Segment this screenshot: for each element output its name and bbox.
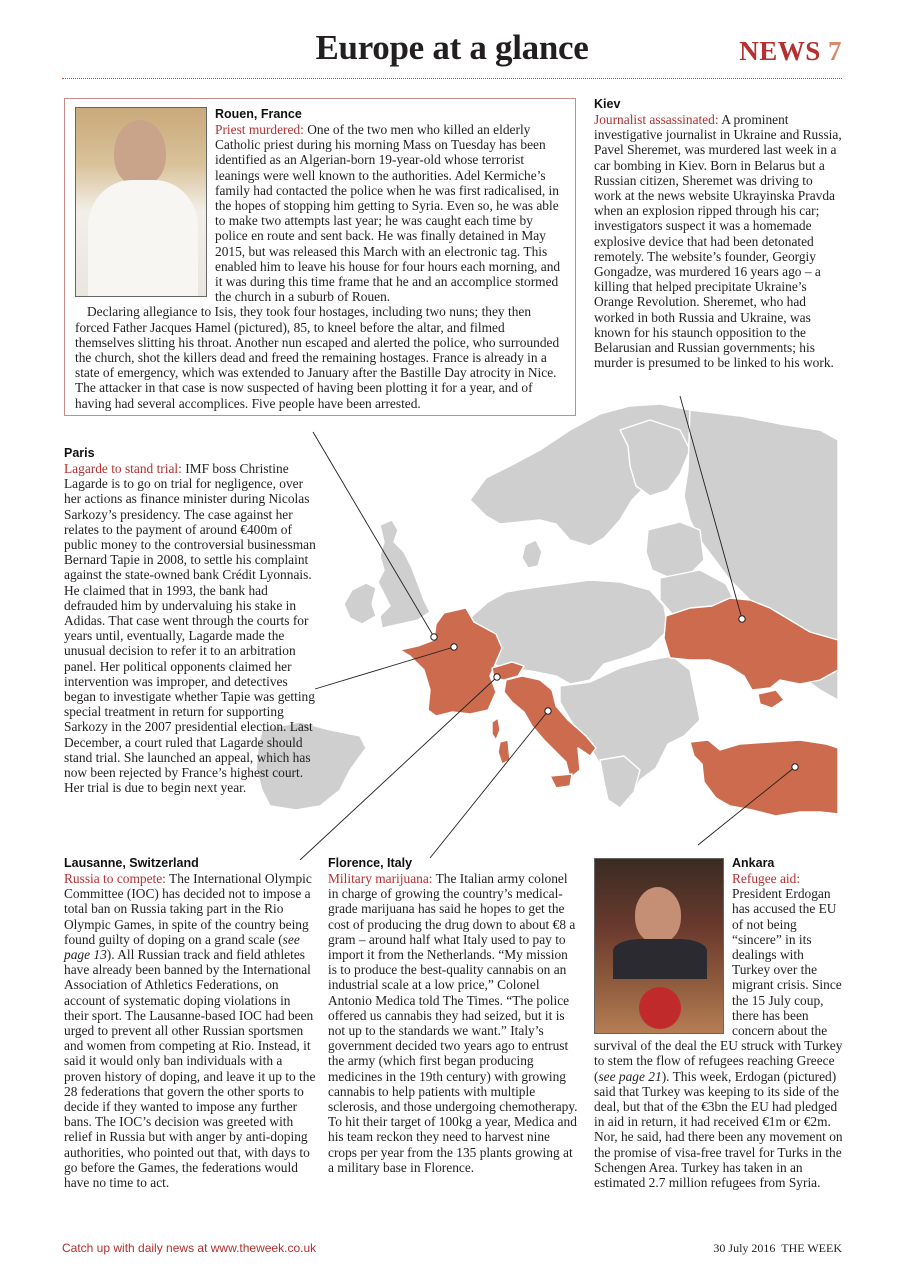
section-name: NEWS <box>739 36 821 66</box>
map-crimea <box>758 690 784 708</box>
story-location: Paris <box>64 446 95 460</box>
leader-line-rouen <box>313 432 434 637</box>
marker-kiev <box>739 616 745 622</box>
story-body: President Erdogan has accused the EU of not being “sincere” in its dealings with Turkey over the migrant crisis. Since the 15 July coup, there has been concern about the survival of the deal the EU struck with Turkey to stem the flow of refugees reaching Greece ( <box>594 886 843 1084</box>
story-kicker: Journalist assassinated: <box>594 112 719 127</box>
photo-priest <box>75 107 207 297</box>
story-body-continued: ). All Russian track and field athletes have already been banned by the International Association of Athletics Federations, on account of systematic doping violations in their sport. The Lausanne-based IOC had been urged to prevent all other Russian sportsmen and women from competing at Rio. Instead, it said it would only ban individuals with a proven history of doping, and leave it up to the 28 federations that govern the other sports to decide if they wanted to impose any further bans. The IOC’s decision was greeted with relief in Russia but with anger by anti-doping authorities, who pointed out that, with days to go before the Games, the federations would have no time to act. <box>64 947 316 1191</box>
footer-issue <box>713 1241 842 1256</box>
story-location: Lausanne, Switzerland <box>64 856 199 870</box>
story-location: Kiev <box>594 97 621 111</box>
story-body: One of the two men who killed an elderly Catholic priest during his morning Mass on Tuesday has been identified as an Algerian-born 19-year-old whose terrorist leanings were well known to the authorities. Adel Kermiche’s family had contacted the police when he was first radicalised, in the hopes of stopping him getting to Syria. Even so, he was able to make two attempts last year; he was caught each time by police en route and sent back. He was finally detained in May 2015, but was released this March with an electronic tag. This enabled him to leave his house for four hours each morning, and it was during this time frame that he and an accomplice stormed the church in a suburb of Rouen. <box>215 122 561 305</box>
photo-suit-shape <box>613 939 707 979</box>
marker-ankara <box>792 764 798 770</box>
marker-paris <box>451 644 457 650</box>
page-reference: see page 21 <box>598 1068 662 1084</box>
story-kicker: Lagarde to stand trial: <box>64 461 182 476</box>
issue-date: 30 July 2016 <box>713 1241 776 1255</box>
story-location: Rouen, France <box>215 107 302 121</box>
europe-map <box>230 390 840 860</box>
photo-podium-emblem <box>639 987 681 1029</box>
story-rouen-box <box>64 98 576 416</box>
map-sicily <box>550 774 572 788</box>
map-baltics <box>646 522 704 578</box>
marker-rouen <box>431 634 437 640</box>
story-kicker: Russia to compete: <box>64 871 166 886</box>
story-paris <box>64 446 316 795</box>
map-uk <box>378 520 430 628</box>
page-number: 7 <box>828 36 842 66</box>
header-divider <box>62 78 842 79</box>
story-kiev <box>594 97 842 370</box>
marker-lausanne <box>494 674 500 680</box>
story-ankara <box>594 856 844 1190</box>
story-lausanne <box>64 856 318 1190</box>
photo-face-shape <box>635 887 681 943</box>
section-label <box>739 36 842 67</box>
marker-florence <box>545 708 551 714</box>
publication-name: THE WEEK <box>781 1241 842 1255</box>
story-location: Ankara <box>732 856 775 870</box>
story-rouen <box>65 99 575 417</box>
map-turkey <box>690 740 838 816</box>
story-kicker: Military marijuana: <box>328 871 433 886</box>
story-body-continued: ). This week, Erdogan (pictured) said that Turkey was keeping to its side of the deal, but that of the €3bn the EU had pledged in aid in return, it had received €1m or €2m. Nor, he said, had there been any movement on the promise of visa-free travel for Turks in the Schengen Area. Turkey has taken in an estimated 2.7 million refugees from Syria. <box>594 1068 843 1191</box>
photo-robe-shape <box>88 180 198 296</box>
page-reference: see page 13 <box>64 931 300 963</box>
story-florence <box>328 856 580 1175</box>
photo-erdogan <box>594 858 724 1034</box>
story-body: IMF boss Christine Lagarde is to go on trial for negligence, over her actions as finance minister during Nicolas Sarkozy’s presidency. The case against her relates to the payment of around €400m of public money to the controversial businessman Bernard Tapie in 2008, to settle his complaint against the state-owned bank Crédit Lyonnais. He claimed that in 1993, the bank had defrauded him by undervaluing his stake in Adidas. That case went through the courts for years until, eventually, Lagarde made the unusual decision to refer it to an arbitration panel. Her political opponents claimed her intervention was improper, and detectives began to investigate whether Tapie was getting special treatment in return for supporting Sarkozy in the 2007 presidential election. Last December, a court ruled that Lagarde should stand trial. She launched an appeal, which has now been rejected by France’s highest court. Her trial is due to begin next year. <box>64 461 316 796</box>
photo-face-shape <box>114 120 166 186</box>
map-ireland <box>344 583 376 624</box>
map-denmark <box>522 540 542 568</box>
leader-line-florence <box>430 711 548 858</box>
map-corsica <box>492 718 500 740</box>
story-body: The International Olympic Committee (IOC) has decided not to impose a total ban on Russia taking part in the Rio Olympic Games, in spite of the country being found guilty of doping on a grand scale ( <box>64 871 312 947</box>
story-body-continued: Declaring allegiance to Isis, they took four hostages, including two nuns; they then forced Father Jacques Hamel (pictured), 85, to kneel before the altar, and filmed themselves slitting his throat. Another nun escaped and alerted the police, who surrounded the church, shot the killers dead and freed the remaining hostages. France is already in a state of emergency, which was extended to January after the Bastille Day atrocity in Nice. The attacker in that case is now suspected of having been plotting it for a year, and of having had several accomplices. Five people have been arrested. <box>75 304 560 411</box>
story-kicker: Priest murdered: <box>215 122 304 137</box>
footer-website-link[interactable]: Catch up with daily news at www.theweek.co.uk <box>62 1241 317 1255</box>
story-body: A prominent investigative journalist in Ukraine and Russia, Pavel Sheremet, was murdered last week in a car bombing in Kiev. Born in Belarus but a Russian citizen, Sheremet was driving to work at the news website Ukrayinska Pravda when an explosion ripped through his car; investigators suspect it was a homemade explosive device that had been detonated remotely. The website’s founder, Georgiy Gongadze, was murdered 16 years ago – a killing that helped precipitate Ukraine’s Orange Revolution. Sheremet, who had worked in both Russia and Ukraine, was known for his staunch opposition to the Belarusian and Russian governments; his murder is presumed to be linked to his work. <box>594 112 842 371</box>
story-location: Florence, Italy <box>328 856 413 870</box>
story-kicker: Refugee aid: <box>732 871 801 886</box>
page-title: Europe at a glance <box>315 28 589 67</box>
story-body: The Italian army colonel in charge of growing the country’s medical-grade marijuana has said he hopes to get the cost of producing the drug down to about €8 a gram – around half what Italy used to pay to import it from the Netherlands. “My mission is to produce the best-quality cannabis on an industrial scale at a low price,” Colonel Antonio Medica told The Times. “The police offered us cannabis they had seized, but it is not up to the standards we want.” Italy’s government decided two years ago to entrust the army (which first began producing medicines in the 19th century) with growing cannabis to help patients with multiple sclerosis, and those undergoing chemotherapy. To hit their target of 100kg a year, Medica and his team reckon they need to harvest nine crops per year from the 135 plants growing at a military base in Florence. <box>328 871 578 1175</box>
